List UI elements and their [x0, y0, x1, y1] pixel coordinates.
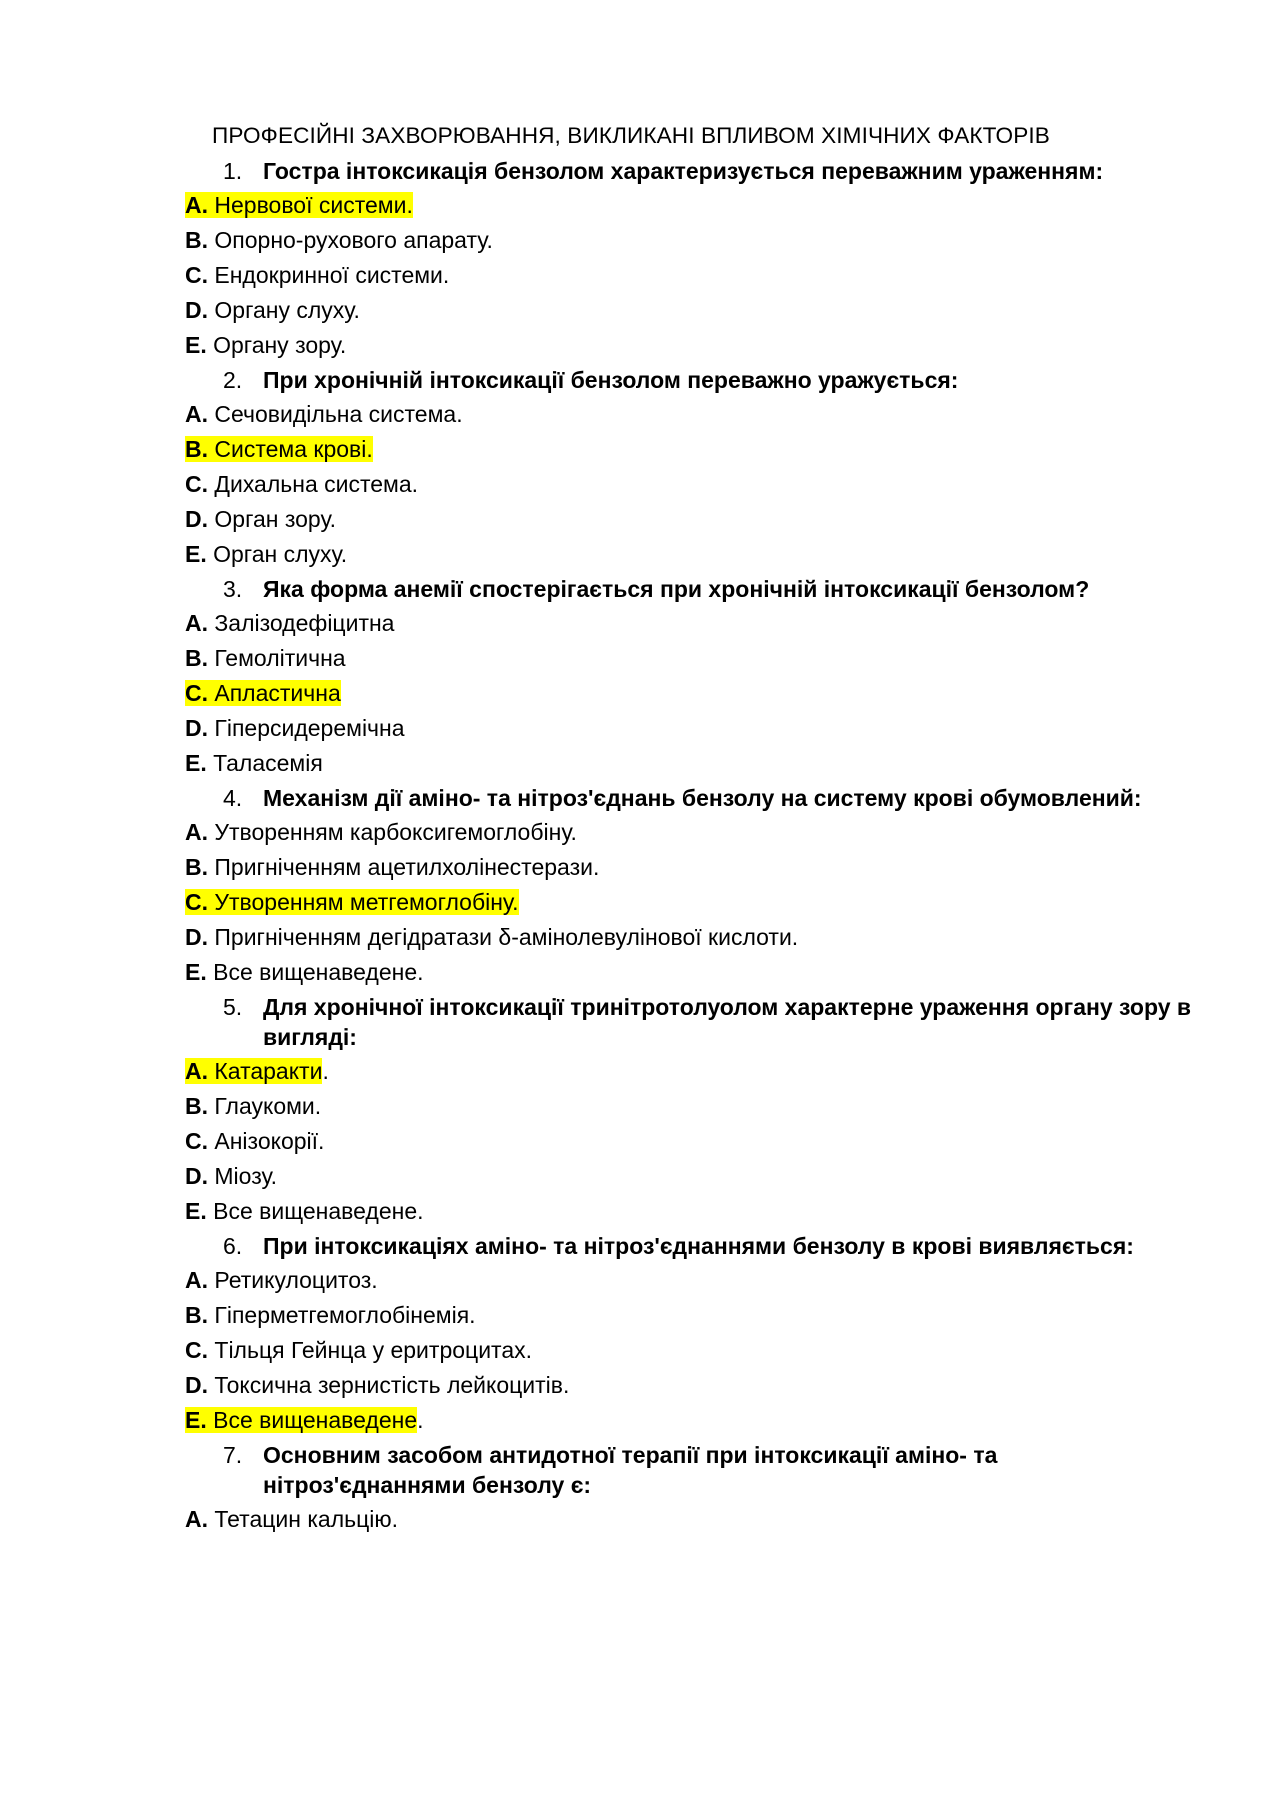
answer-text: Катаракти — [214, 1058, 323, 1084]
question-number: 3. — [223, 576, 243, 602]
answer-text: Все вищенаведене — [213, 1407, 418, 1433]
answer-letter: D. — [185, 297, 208, 323]
answer-highlight — [185, 1128, 324, 1154]
answer-option-correct — [185, 1403, 1195, 1438]
question-list — [185, 156, 1195, 1539]
answer-letter: C. — [185, 680, 208, 706]
answer-text: Гіперсидеремічна — [214, 715, 405, 741]
answer-option — [185, 1368, 1195, 1403]
answer-highlight — [185, 332, 346, 358]
answer-letter: A. — [185, 401, 208, 427]
document-title: ПРОФЕСІЙНІ ЗАХВОРЮВАННЯ, ВИКЛИКАНІ ВПЛИВОМ ХІМІЧНИХ ФАКТОРІВ — [212, 123, 1050, 148]
answer-highlight — [185, 889, 519, 915]
answer-option-correct — [185, 885, 1195, 920]
answer-option — [185, 1502, 1195, 1537]
answer-highlight — [185, 192, 413, 218]
answer-letter: A. — [185, 192, 208, 218]
answer-options — [185, 1261, 1195, 1440]
answer-text: Дихальна система. — [214, 471, 419, 497]
answer-text: Апластична — [214, 680, 341, 706]
answer-letter: C. — [185, 262, 208, 288]
answer-option — [185, 1124, 1195, 1159]
answer-option — [185, 1298, 1195, 1333]
answer-options — [185, 1500, 1195, 1539]
answer-text: Ретикулоцитоз. — [214, 1267, 378, 1293]
answer-option — [185, 815, 1195, 850]
question-text: При хронічній інтоксикації бензолом переважно уражується: — [263, 367, 959, 393]
answer-text: Органу слуху. — [214, 297, 360, 323]
question-text: Механізм дії аміно- та нітроз'єднань бензолу на систему крові обумовлений: — [263, 785, 1142, 811]
answer-letter: E. — [185, 541, 207, 567]
answer-highlight — [185, 680, 341, 706]
question-1 — [185, 156, 1195, 186]
answer-text: Ендокринної системи. — [214, 262, 450, 288]
answer-highlight — [185, 1163, 277, 1189]
answer-highlight — [185, 1337, 532, 1363]
answer-highlight — [185, 227, 493, 253]
answer-options — [185, 813, 1195, 992]
question-text: При інтоксикаціях аміно- та нітроз'єднаннями бензолу в крові виявляється: — [263, 1233, 1134, 1259]
answer-text: Утворенням карбоксигемоглобіну. — [214, 819, 577, 845]
question-text: Основним засобом антидотної терапії при інтоксикації аміно- та нітроз'єднаннями бензолу є: — [263, 1442, 998, 1498]
answer-option — [185, 293, 1195, 328]
answer-option-correct — [185, 432, 1195, 467]
answer-highlight — [185, 471, 418, 497]
answer-option — [185, 467, 1195, 502]
answer-options — [185, 186, 1195, 365]
answer-option-correct — [185, 676, 1195, 711]
answer-highlight — [185, 1093, 321, 1119]
question-number: 1. — [223, 158, 243, 184]
answer-letter: B. — [185, 1093, 208, 1119]
answer-text: Пригніченням ацетилхолінестерази. — [214, 854, 600, 880]
answer-option — [185, 746, 1195, 781]
answer-options — [185, 395, 1195, 574]
answer-highlight — [185, 401, 463, 427]
question-7 — [185, 1440, 1195, 1500]
answer-options — [185, 604, 1195, 783]
question-text: Яка форма анемії спостерігається при хронічній інтоксикації бензолом? — [263, 576, 1090, 602]
answer-text: Залізодефіцитна — [214, 610, 395, 636]
answer-letter: D. — [185, 1372, 208, 1398]
answer-option — [185, 606, 1195, 641]
answer-highlight — [185, 297, 360, 323]
answer-letter: B. — [185, 227, 208, 253]
answer-option — [185, 502, 1195, 537]
answer-highlight — [185, 1058, 322, 1084]
answer-letter: C. — [185, 471, 208, 497]
question-number: 2. — [223, 367, 243, 393]
answer-highlight — [185, 819, 577, 845]
answer-letter: A. — [185, 610, 208, 636]
question-number: 7. — [223, 1442, 243, 1468]
answer-highlight — [185, 959, 424, 985]
answer-option — [185, 397, 1195, 432]
answer-letter: C. — [185, 1128, 208, 1154]
answer-letter: D. — [185, 1163, 208, 1189]
answer-highlight — [185, 262, 449, 288]
question-text: Для хронічної інтоксикації тринітротолуолом характерне ураження органу зору в вигляді: — [263, 994, 1192, 1050]
answer-highlight — [185, 1506, 398, 1532]
answer-option — [185, 1333, 1195, 1368]
answer-letter: B. — [185, 436, 208, 462]
question-6 — [185, 1231, 1195, 1261]
answer-option — [185, 920, 1195, 955]
answer-letter: B. — [185, 645, 208, 671]
answer-letter: A. — [185, 1267, 208, 1293]
answer-option — [185, 1089, 1195, 1124]
question-3 — [185, 574, 1195, 604]
answer-text: Глаукоми. — [214, 1093, 322, 1119]
answer-text: Утворенням метгемоглобіну. — [214, 889, 519, 915]
question-text: Гостра інтоксикація бензолом характеризується переважним ураженням: — [263, 158, 1104, 184]
answer-text: Тільця Гейнца у еритроцитах. — [214, 1337, 532, 1363]
answer-highlight — [185, 541, 347, 567]
answer-letter: E. — [185, 750, 207, 776]
answer-highlight — [185, 506, 336, 532]
answer-option — [185, 1263, 1195, 1298]
answer-letter: E. — [185, 1198, 207, 1224]
answer-option — [185, 537, 1195, 572]
answer-highlight — [185, 1372, 569, 1398]
answer-options — [185, 1052, 1195, 1231]
question-number: 6. — [223, 1233, 243, 1259]
answer-highlight — [185, 1267, 378, 1293]
question-number: 5. — [223, 994, 243, 1020]
answer-text: Опорно-рухового апарату. — [214, 227, 493, 253]
answer-highlight — [185, 924, 798, 950]
answer-option — [185, 641, 1195, 676]
answer-letter: D. — [185, 715, 208, 741]
answer-letter: D. — [185, 924, 208, 950]
answer-highlight — [185, 1407, 417, 1433]
answer-letter: E. — [185, 959, 207, 985]
answer-highlight — [185, 1198, 424, 1224]
answer-highlight — [185, 1302, 476, 1328]
answer-text: Система крові. — [214, 436, 373, 462]
answer-option — [185, 328, 1195, 363]
answer-text: Пригніченням дегідратази δ-амінолевулінової кислоти. — [214, 924, 799, 950]
answer-letter: C. — [185, 1337, 208, 1363]
answer-text: Гемолітична — [214, 645, 346, 671]
answer-highlight — [185, 436, 373, 462]
answer-option-correct — [185, 188, 1195, 223]
answer-letter: A. — [185, 1506, 208, 1532]
answer-highlight — [185, 715, 405, 741]
question-2 — [185, 365, 1195, 395]
answer-tail: . — [417, 1407, 424, 1433]
answer-option — [185, 223, 1195, 258]
answer-letter: A. — [185, 819, 208, 845]
question-4 — [185, 783, 1195, 813]
answer-text: Органу зору. — [213, 332, 347, 358]
answer-option — [185, 955, 1195, 990]
answer-text: Таласемія — [213, 750, 323, 776]
answer-option — [185, 850, 1195, 885]
answer-letter: C. — [185, 889, 208, 915]
answer-letter: B. — [185, 1302, 208, 1328]
answer-highlight — [185, 645, 346, 671]
answer-option — [185, 258, 1195, 293]
answer-highlight — [185, 854, 599, 880]
answer-option — [185, 711, 1195, 746]
answer-letter: B. — [185, 854, 208, 880]
answer-tail: . — [322, 1058, 329, 1084]
answer-text: Міозу. — [214, 1163, 278, 1189]
answer-text: Анізокорії. — [214, 1128, 325, 1154]
answer-letter: A. — [185, 1058, 208, 1084]
answer-option — [185, 1159, 1195, 1194]
question-number: 4. — [223, 785, 243, 811]
answer-letter: E. — [185, 332, 207, 358]
answer-highlight — [185, 610, 394, 636]
answer-text: Нервової системи. — [214, 192, 413, 218]
answer-highlight — [185, 750, 323, 776]
answer-text: Все вищенаведене. — [213, 959, 424, 985]
answer-text: Все вищенаведене. — [213, 1198, 424, 1224]
answer-option-correct — [185, 1054, 1195, 1089]
answer-text: Сечовидільна система. — [214, 401, 463, 427]
answer-letter: D. — [185, 506, 208, 532]
answer-letter: E. — [185, 1407, 207, 1433]
answer-text: Тетацин кальцію. — [214, 1506, 399, 1532]
answer-option — [185, 1194, 1195, 1229]
answer-text: Гіперметгемоглобінемія. — [214, 1302, 476, 1328]
answer-text: Токсична зернистість лейкоцитів. — [214, 1372, 570, 1398]
question-5 — [185, 992, 1195, 1052]
answer-text: Орган слуху. — [213, 541, 348, 567]
answer-text: Орган зору. — [214, 506, 337, 532]
